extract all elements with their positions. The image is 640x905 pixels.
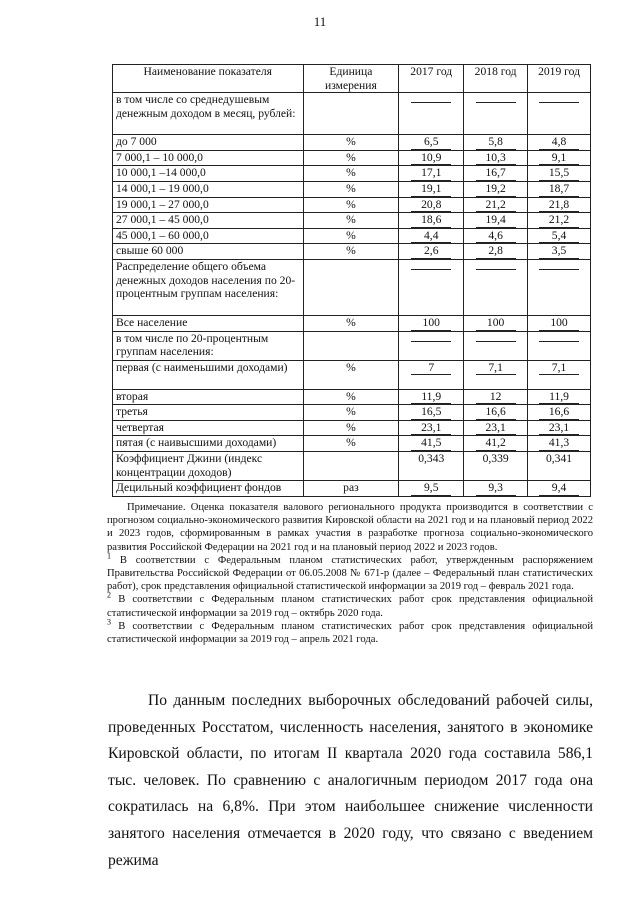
cell-unit: % — [303, 420, 399, 436]
cell-2019-value: 16,6 — [539, 405, 579, 420]
cell-2018-value — [476, 102, 516, 103]
cell-2017 — [399, 436, 464, 452]
header-2018: 2018 год — [464, 65, 528, 93]
table-row — [113, 451, 591, 480]
cell-2018-value: 100 — [476, 316, 516, 331]
cell-unit: % — [303, 197, 399, 213]
cell-name: первая (с наименьшими доходами) — [113, 360, 304, 389]
footnote-1-mark: 1 — [107, 551, 111, 561]
cell-2017 — [399, 451, 464, 480]
cell-2017 — [399, 420, 464, 436]
cell-name: в том числе со среднедушевым денежным доходом в месяц, рублей: — [113, 93, 304, 135]
table-row — [113, 405, 591, 421]
cell-2019 — [528, 181, 591, 197]
cell-unit: % — [303, 150, 399, 166]
table-row — [113, 150, 591, 166]
table-row — [113, 135, 591, 151]
cell-unit: раз — [303, 480, 399, 496]
cell-2017-value: 100 — [411, 316, 451, 331]
cell-2017 — [399, 197, 464, 213]
footnote-2-mark: 2 — [107, 590, 111, 600]
cell-2019 — [528, 405, 591, 421]
cell-unit: % — [303, 360, 399, 389]
table-row — [113, 360, 591, 389]
cell-2017 — [399, 135, 464, 151]
footnote-1-text: В соответствии с Федеральным планом статистических работ, утвержденным распоряжением Правительства Российской Федерации от 06.05.2008 № 671-р (далее – Федеральный план статистических работ), срок представления официальной статистической информации за 2019 год – февраль 2021 года. — [107, 554, 593, 593]
footnote-2 — [107, 590, 594, 619]
cell-2019-value: 5,4 — [539, 229, 579, 244]
table-row — [113, 197, 591, 213]
cell-2018-value: 19,2 — [476, 182, 516, 197]
cell-2018 — [464, 436, 528, 452]
cell-2018 — [464, 228, 528, 244]
cell-2019-value: 0,341 — [545, 451, 573, 465]
cell-2018 — [464, 259, 528, 315]
cell-2017 — [399, 244, 464, 260]
cell-2018 — [464, 197, 528, 213]
cell-2019-value: 21,8 — [539, 198, 579, 213]
cell-name: третья — [113, 405, 304, 421]
cell-2017-value: 9,5 — [411, 481, 451, 496]
cell-2017 — [399, 150, 464, 166]
footnote-3-mark: 3 — [107, 617, 111, 627]
cell-2018 — [464, 181, 528, 197]
cell-name: Все население — [113, 315, 304, 331]
footnote-2-text: В соответствии с Федеральным планом статистических работ срок представления официальной статистической информации за 2019 год – октябрь 2020 года. — [107, 594, 594, 619]
note-remark: Примечание. Оценка показателя валового регионального продукта производится в соответствии с прогнозом социально-экономического развития Кировской области на 2021 год и на плановый период 2022 и 2023 годов, сформированным в рамках участия в разработке прогноза социально-экономического развития Российской Федерации на 2021 год и на плановый период 2022 и 2023 годов. — [107, 502, 593, 553]
cell-2019 — [528, 315, 591, 331]
cell-name: до 7 000 — [113, 135, 304, 151]
cell-2018-value: 16,7 — [476, 166, 516, 181]
cell-unit: % — [303, 436, 399, 452]
table-row — [113, 181, 591, 197]
cell-2018 — [464, 451, 528, 480]
cell-unit: % — [303, 166, 399, 182]
cell-name: 14 000,1 – 19 000,0 — [113, 181, 304, 197]
cell-2019-value: 100 — [539, 316, 579, 331]
cell-2019 — [528, 451, 591, 480]
cell-2019-value — [539, 341, 579, 342]
cell-name: Коэффициент Джини (индекс концентрации доходов) — [113, 451, 304, 480]
cell-2017 — [399, 228, 464, 244]
cell-unit — [303, 331, 399, 360]
footnote-3-text: В соответствии с Федеральным планом статистических работ срок представления официальной статистической информации за 2019 год – апрель 2021 года. — [107, 620, 594, 646]
cell-2017 — [399, 315, 464, 331]
cell-2018 — [464, 150, 528, 166]
table-row — [113, 213, 591, 229]
table-body — [113, 93, 591, 496]
table-row — [113, 480, 591, 496]
cell-2017 — [399, 360, 464, 389]
cell-unit — [303, 93, 399, 135]
cell-name: 7 000,1 – 10 000,0 — [113, 150, 304, 166]
cell-2017-value: 18,6 — [411, 213, 451, 228]
cell-2017-value: 23,1 — [411, 421, 451, 436]
cell-2019-value: 9,1 — [539, 151, 579, 166]
table-row — [113, 93, 591, 135]
cell-2018-value: 23,1 — [476, 421, 516, 436]
cell-2018-value — [476, 341, 516, 342]
cell-2018 — [464, 315, 528, 331]
cell-name: четвертая — [113, 420, 304, 436]
cell-2019 — [528, 331, 591, 360]
cell-name: свыше 60 000 — [113, 244, 304, 260]
cell-unit — [303, 451, 399, 480]
cell-2018-value: 0,339 — [482, 451, 509, 465]
cell-2019 — [528, 93, 591, 135]
body-paragraph: По данным последних выборочных обследований рабочей силы, проведенных Росстатом, численность населения, занятого в экономике Кировской области, по итогам II квартала 2020 года составила 586,1 тыс. человек. По сравнению с аналогичным периодом 2017 года она сократилась на 6,8%. При этом наибольшее снижение численности занятого населения отмечается в 2020 году, что связано с введением режима — [108, 692, 593, 869]
cell-2018 — [464, 244, 528, 260]
cell-2018 — [464, 135, 528, 151]
cell-2019-value: 23,1 — [539, 421, 579, 436]
cell-name: Децильный коэффициент фондов — [113, 480, 304, 496]
cell-2018-value: 16,6 — [476, 405, 516, 420]
table-row — [113, 436, 591, 452]
table-row — [113, 315, 591, 331]
cell-2017 — [399, 331, 464, 360]
cell-2019-value: 7,1 — [539, 361, 579, 376]
cell-name: 10 000,1 –14 000,0 — [113, 166, 304, 182]
cell-2019 — [528, 166, 591, 182]
cell-2018 — [464, 420, 528, 436]
cell-2019 — [528, 213, 591, 229]
cell-2017-value: 11,9 — [411, 390, 451, 405]
indicators-table — [112, 64, 591, 497]
cell-2019 — [528, 197, 591, 213]
cell-unit: % — [303, 389, 399, 405]
cell-2019-value: 11,9 — [539, 390, 579, 405]
cell-2018 — [464, 331, 528, 360]
cell-2018-value: 41,2 — [476, 436, 516, 451]
cell-2018 — [464, 93, 528, 135]
header-unit: Единица измерения — [303, 65, 399, 93]
cell-2019 — [528, 420, 591, 436]
cell-2017 — [399, 259, 464, 315]
table-row — [113, 389, 591, 405]
footnote-1 — [107, 551, 593, 594]
cell-2017-value: 19,1 — [411, 182, 451, 197]
cell-unit: % — [303, 244, 399, 260]
header-2019: 2019 год — [528, 65, 591, 93]
cell-2017-value: 6,5 — [411, 135, 451, 150]
cell-2019-value: 18,7 — [539, 182, 579, 197]
cell-2019-value: 3,5 — [539, 244, 579, 259]
cell-2019-value: 15,5 — [539, 166, 579, 181]
cell-2019 — [528, 436, 591, 452]
cell-2017-value: 20,8 — [411, 198, 451, 213]
cell-2018-value: 10,3 — [476, 151, 516, 166]
table-row — [113, 228, 591, 244]
cell-2017 — [399, 389, 464, 405]
cell-2019-value: 9,4 — [539, 481, 579, 496]
cell-2017-value — [411, 102, 451, 103]
cell-2017 — [399, 93, 464, 135]
header-name: Наименование показателя — [113, 65, 304, 93]
cell-2018-value: 7,1 — [476, 361, 516, 376]
cell-2017-value: 17,1 — [411, 166, 451, 181]
table-row — [113, 331, 591, 360]
cell-2017 — [399, 181, 464, 197]
cell-2018-value: 5,8 — [476, 135, 516, 150]
cell-2017-value — [411, 269, 451, 270]
cell-2017 — [399, 213, 464, 229]
footnote-3 — [107, 617, 594, 646]
cell-2019 — [528, 244, 591, 260]
cell-2017-value: 16,5 — [411, 405, 451, 420]
cell-2018-value: 12 — [476, 390, 516, 405]
cell-2019 — [528, 228, 591, 244]
cell-2019 — [528, 259, 591, 315]
cell-2019-value — [539, 102, 579, 103]
cell-2019 — [528, 135, 591, 151]
cell-name: 27 000,1 – 45 000,0 — [113, 213, 304, 229]
cell-2019-value: 41,3 — [539, 436, 579, 451]
cell-2017-value: 7 — [411, 361, 451, 376]
cell-2017 — [399, 480, 464, 496]
table-notes — [107, 501, 593, 646]
cell-2018 — [464, 213, 528, 229]
cell-2018-value: 9,3 — [476, 481, 516, 496]
cell-unit: % — [303, 135, 399, 151]
cell-name: 19 000,1 – 27 000,0 — [113, 197, 304, 213]
cell-2019 — [528, 389, 591, 405]
cell-2018 — [464, 166, 528, 182]
cell-2018-value — [476, 269, 516, 270]
header-2017: 2017 год — [399, 65, 464, 93]
cell-2019 — [528, 360, 591, 389]
cell-2019-value: 21,2 — [539, 213, 579, 228]
cell-2018 — [464, 480, 528, 496]
cell-2017-value: 0,343 — [418, 451, 445, 465]
cell-unit: % — [303, 405, 399, 421]
cell-2017-value: 10,9 — [411, 151, 451, 166]
table-row — [113, 166, 591, 182]
page-number: 11 — [313, 14, 327, 29]
cell-2019 — [528, 480, 591, 496]
cell-name: пятая (с наивысшими доходами) — [113, 436, 304, 452]
cell-2017-value: 41,5 — [411, 436, 451, 451]
cell-2018 — [464, 389, 528, 405]
cell-2019-value: 4,8 — [539, 135, 579, 150]
cell-unit: % — [303, 181, 399, 197]
cell-name: 45 000,1 – 60 000,0 — [113, 228, 304, 244]
cell-unit — [303, 259, 399, 315]
cell-2017-value: 4,4 — [411, 229, 451, 244]
cell-2017 — [399, 166, 464, 182]
cell-2019-value — [539, 269, 579, 270]
cell-unit: % — [303, 228, 399, 244]
table-row — [113, 420, 591, 436]
cell-2017-value — [411, 341, 451, 342]
cell-unit: % — [303, 213, 399, 229]
cell-name: в том числе по 20-процентным группам населения: — [113, 331, 304, 360]
cell-2018-value: 19,4 — [476, 213, 516, 228]
cell-2017-value: 2,6 — [411, 244, 451, 259]
table-header-row — [113, 65, 591, 93]
cell-2019 — [528, 150, 591, 166]
cell-2018 — [464, 360, 528, 389]
cell-name: Распределение общего объема денежных доходов населения по 20-процентным группам населения: — [113, 259, 304, 315]
cell-2017 — [399, 405, 464, 421]
cell-name: вторая — [113, 389, 304, 405]
cell-2018 — [464, 405, 528, 421]
table-row — [113, 244, 591, 260]
table-row — [113, 259, 591, 315]
cell-2018-value: 2,8 — [476, 244, 516, 259]
cell-2018-value: 21,2 — [476, 198, 516, 213]
body-text — [108, 688, 593, 874]
cell-2018-value: 4,6 — [476, 229, 516, 244]
cell-unit: % — [303, 315, 399, 331]
